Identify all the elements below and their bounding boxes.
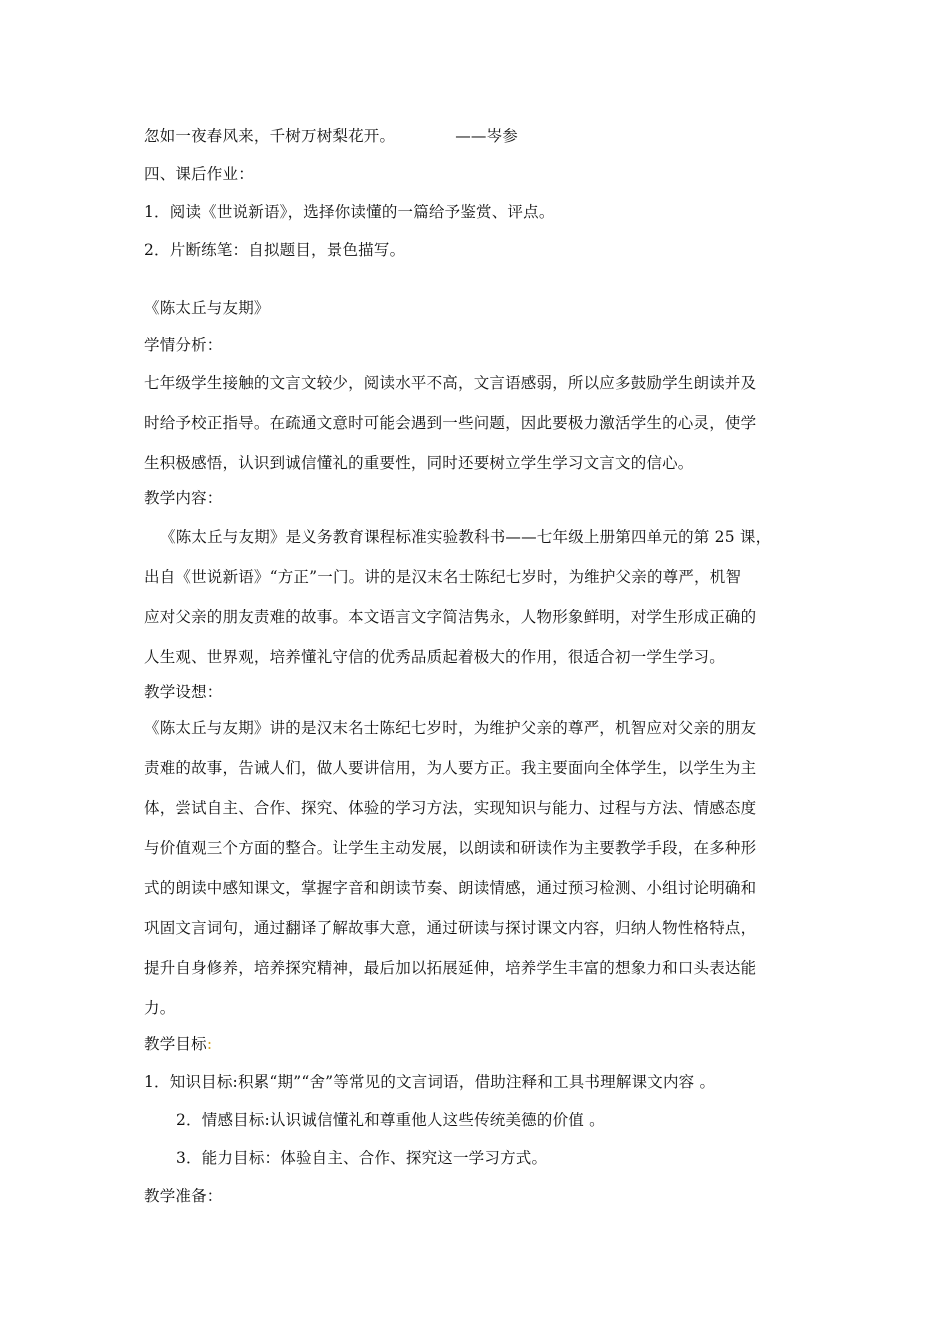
poem-author: ——岑参 bbox=[455, 127, 519, 145]
design-line: 力。 bbox=[144, 999, 176, 1017]
design-heading: 教学设想： bbox=[144, 683, 223, 701]
goal-item: 2．情感目标:认识诚信懂礼和尊重他人这些传统美德的价值 。 bbox=[176, 1111, 605, 1129]
design-line: 提升自身修养，培养探究精神，最后加以拓展延伸，培养学生丰富的想象力和口头表达能 bbox=[144, 959, 757, 977]
design-line: 与价值观三个方面的整合。让学生主动发展，以朗读和研读作为主要教学手段，在多种形 bbox=[144, 839, 757, 857]
homework-item: 2．片断练笔：自拟题目，景色描写。 bbox=[144, 241, 406, 259]
goals-heading-text: 教学目标 bbox=[144, 1035, 207, 1053]
content-line: 出自《世说新语》“方正”一门。讲的是汉末名士陈纪七岁时，为维护父亲的尊严，机智 bbox=[144, 568, 742, 586]
goals-heading bbox=[144, 1034, 212, 1054]
design-line: 巩固文言词句，通过翻译了解故事大意，通过研读与探讨课文内容，归纳人物性格特点， bbox=[144, 919, 757, 937]
homework-heading: 四、课后作业： bbox=[144, 165, 254, 183]
goals-heading-mark: : bbox=[206, 1035, 213, 1053]
content-line: 人生观、世界观，培养懂礼守信的优秀品质起着极大的作用，很适合初一学生学习。 bbox=[144, 648, 725, 666]
analysis-heading: 学情分析： bbox=[144, 336, 223, 354]
content-line: 《陈太丘与友期》是义务教育课程标准实验教科书——七年级上册第四单元的第 25 课， bbox=[160, 528, 772, 546]
lesson-title: 《陈太丘与友期》 bbox=[144, 299, 270, 317]
content-heading: 教学内容： bbox=[144, 489, 223, 507]
prep-heading: 教学准备： bbox=[144, 1187, 223, 1205]
design-line: 《陈太丘与友期》讲的是汉末名士陈纪七岁时，为维护父亲的尊严，机智应对父亲的朋友 bbox=[144, 719, 757, 737]
analysis-line: 生积极感悟，认识到诚信懂礼的重要性，同时还要树立学生学习文言文的信心。 bbox=[144, 454, 694, 472]
design-line: 体，尝试自主、合作、探究、体验的学习方法，实现知识与能力、过程与方法、情感态度 bbox=[144, 799, 757, 817]
poem-line bbox=[144, 126, 518, 146]
poem-text: 忽如一夜春风来，千树万树梨花开。 bbox=[144, 127, 396, 145]
homework-item: 1．阅读《世说新语》，选择你读懂的一篇给予鉴赏、评点。 bbox=[144, 203, 555, 221]
analysis-line: 时给予校正指导。在疏通文意时可能会遇到一些问题，因此要极力激活学生的心灵，使学 bbox=[144, 414, 757, 432]
content-line: 应对父亲的朋友责难的故事。本文语言文字简洁隽永，人物形象鲜明，对学生形成正确的 bbox=[144, 608, 757, 626]
goal-item: 3．能力目标：体验自主、合作、探究这一学习方式。 bbox=[176, 1149, 548, 1167]
goal-item: 1．知识目标:积累“期”“舍”等常见的文言词语，借助注释和工具书理解课文内容 。 bbox=[144, 1073, 716, 1091]
analysis-line: 七年级学生接触的文言文较少，阅读水平不高，文言语感弱，所以应多鼓励学生朗读并及 bbox=[144, 374, 757, 392]
design-line: 式的朗读中感知课文，掌握字音和朗读节奏、朗读情感，通过预习检测、小组讨论明确和 bbox=[144, 879, 757, 897]
design-line: 责难的故事，告诫人们，做人要讲信用，为人要方正。我主要面向全体学生，以学生为主 bbox=[144, 759, 757, 777]
